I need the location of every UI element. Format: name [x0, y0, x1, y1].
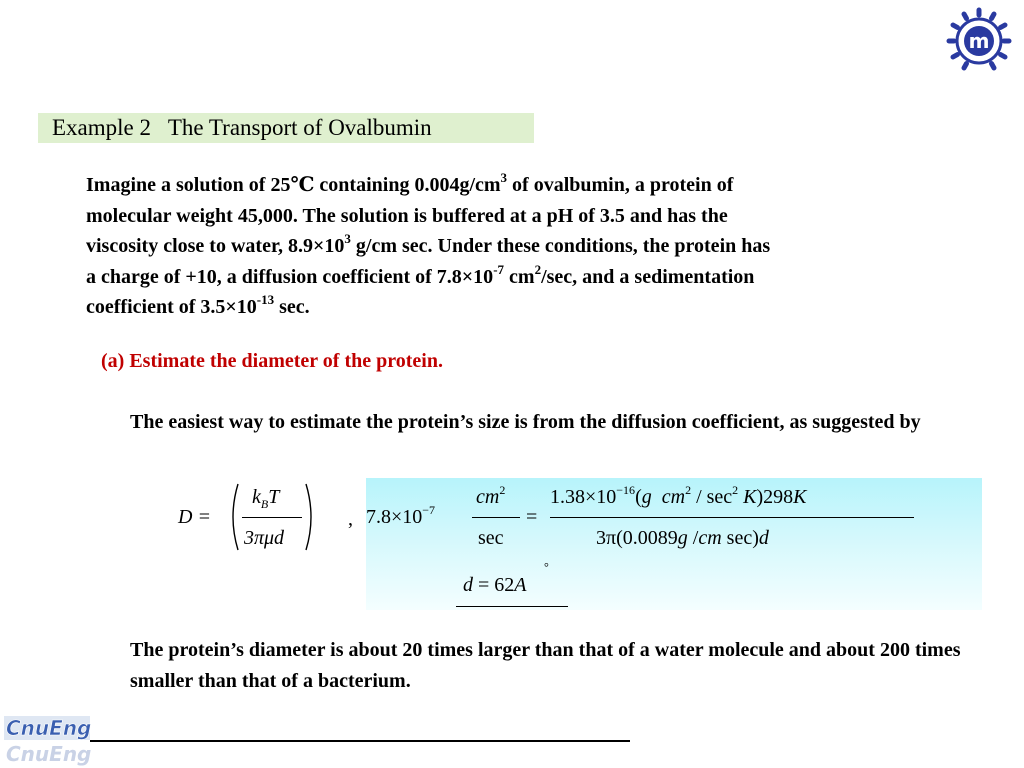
rhs-denominator: 3π(0.0089g /cm sec)d: [596, 527, 769, 549]
footer-divider: [90, 740, 630, 742]
svg-text:CnuEng: CnuEng: [6, 716, 92, 740]
unit-cm-squared: $cm^2$: [476, 483, 506, 508]
intro-line-1: Imagine a solution of 25℃ containing $0.004g/cm^3$ of ovalbumin, a protein of: [86, 170, 734, 196]
intro-line-4: a charge of +10, a diffusion coefficient of $7.8\times 10^{-7}$ $cm^2/\sec$, and a sedimentation: [86, 261, 755, 288]
result-diameter: d = 62A: [463, 574, 527, 596]
logo-letter: m: [968, 29, 990, 53]
method-text: The easiest way to estimate the protein’s size is from the diffusion coefficient, as suggested by: [130, 411, 921, 433]
question-a: (a) Estimate the diameter of the protein.: [101, 350, 443, 372]
slide-title: Example 2 The Transport of Ovalbumin: [52, 115, 432, 140]
eq-d-lhs: D =: [178, 506, 211, 528]
problem-statement: [86, 170, 986, 323]
eq-comma: ,: [348, 508, 353, 530]
right-paren-icon: [304, 482, 318, 552]
conclusion-text: The protein’s diameter is about 20 times larger than that of a water molecule and about 200 times smaller than that of a bacterium.: [130, 639, 961, 692]
cnueng-brand-logo: [4, 713, 94, 767]
rhs-fraction-bar: [550, 517, 914, 518]
unit-fraction-bar: [472, 517, 520, 518]
stokes-fraction-bar: [242, 517, 302, 518]
left-paren-icon: [226, 482, 240, 552]
university-logo-icon: [940, 6, 1018, 76]
intro-line-5: coefficient of $3.5\times 10^{-13}$ sec.: [86, 292, 310, 318]
unit-sec: sec: [478, 527, 504, 549]
stokes-numerator: $k_BT$: [252, 486, 280, 511]
angstrom-ring: °: [544, 560, 549, 574]
diffusion-coefficient: $7.8\times 10^{-7}$: [366, 503, 436, 528]
svg-text:CnuEng: CnuEng: [6, 742, 92, 766]
rhs-numerator: $1.38\times 10^{-16}(g$ $cm^2 / \sec^2 K)298K$: [550, 483, 807, 508]
intro-line-2: molecular weight 45,000. The solution is buffered at a pH of 3.5 and has the: [86, 204, 728, 227]
eq-equals: =: [526, 506, 538, 528]
result-underline: [456, 606, 568, 607]
intro-line-3: viscosity close to water, $8.9\times 10^3$ g/cm sec. Under these conditions, the protein has: [86, 231, 771, 257]
stokes-denominator: 3πμd: [244, 527, 285, 549]
